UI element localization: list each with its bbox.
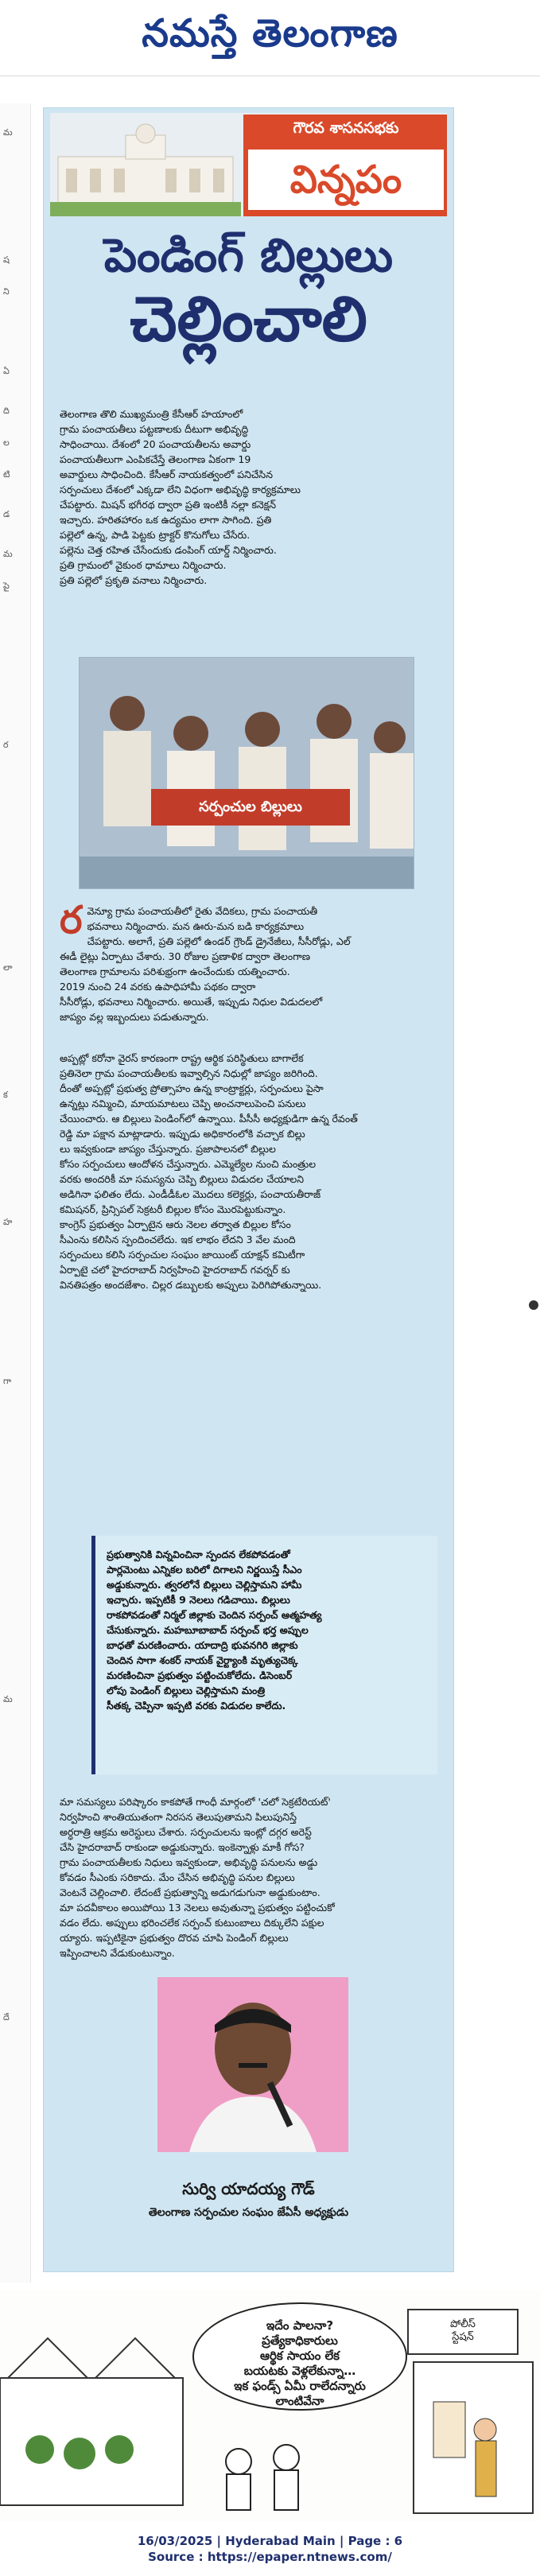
text-line: దీంతో అప్పట్లో ప్రభుత్వ ప్రోత్సాహం ఉన్న కాంట్రాక్టర్లు, సర్పంచులు పైసా (60, 1082, 324, 1094)
text-line: సాధించాయి. దేశంలో 20 పంచాయతీలను అవార్డు (60, 438, 251, 450)
text-line: ఉన్నట్లు నమ్మించి, మాయమాటలు చెప్పి అంచనాలుపెంచి పనులు (60, 1098, 306, 1109)
text-line: జాప్యం వల్ల ఇబ్బందులు పడుతున్నారు. (60, 1011, 209, 1023)
protest-illustration (80, 658, 414, 888)
text-line: అప్పట్లో కరోనా వైరస్ కారణంగా రాష్ట్ర ఆర్థిక పరిస్థితులు బాగాలేక (60, 1052, 304, 1064)
masthead (0, 0, 540, 76)
text-line: గ్రామ పంచాయతీలకు నిధులు ఇవ్వకుండా, అభివృద్ధి పనులను అడ్డు (60, 1856, 318, 1868)
text-line: కమిషనర్, ప్రిన్సిపల్ సెక్రటరీ బిల్లుల కోసం మొరపెట్టుకున్నాం. (60, 1203, 286, 1215)
drop-cap: ర (60, 898, 83, 942)
left-fragment: ది (3, 406, 10, 416)
text-line: అవార్డులు సాధించింది. కేసీఆర్ నాయకత్వంలో పనిచేసిన (60, 468, 273, 480)
author-portrait (157, 1977, 348, 2152)
text-line: సీఎంను కలిసిన స్పందించలేదు. ఇక లాభం లేదని 3 వేల మంది (60, 1234, 296, 1245)
appeal-badge (243, 115, 447, 216)
left-fragment: మ (3, 1694, 13, 1704)
adjacent-column-left (0, 103, 31, 2283)
text-line: సీసీరోడ్లు, భవనాలు నిర్మించారు. అయితే, ఇప్పుడు నిధుల విడుదలలో (60, 996, 323, 1008)
bubble-line: ఇక ఫండ్స్ ఏమీ రాలేదన్నారు (234, 2379, 366, 2393)
text-line: అర్ధరాత్రి ఆక్రమ అరెస్టులు చేశారు. సర్పంచులను ఇంట్లో దగ్గర అరెస్ట్ (60, 1826, 312, 1838)
text-line: ఏర్పాటై చలో హైదరాబాద్ నిర్వహించి హైదరాబాద్ గవర్నర్ కు (60, 1264, 290, 1276)
text-line: సర్పంచులు కలిసి సర్పంచుల సంఘం జాయింట్ యాక్షన్ కమిటీగా (60, 1249, 305, 1261)
headline-line-2: చెల్లించాలి (130, 284, 367, 356)
badge-kicker: గౌరవ శాసనసభకు (293, 119, 399, 137)
headline (44, 227, 453, 356)
quote-text (107, 1547, 425, 1713)
left-fragment: పై (3, 581, 10, 591)
bubble-line: ఆర్థిక సాయం లేక (260, 2349, 340, 2363)
text-line: 2019 నుంచి 24 వరకు ఉపాధిహామీ పథకం ద్వారా (60, 981, 256, 993)
text-line: ప్రభుత్వానికి విన్నవించినా స్పందన లేకపోవడంతో (107, 1548, 290, 1560)
footer-source-link[interactable]: Source : https://epaper.ntnews.com/ (148, 2550, 392, 2564)
cartoon-speech-bubble (192, 2302, 407, 2411)
protest-banner: సర్పంచుల బిల్లులు (151, 789, 350, 826)
paragraph-2 (60, 898, 437, 1024)
text-line: నిర్వహించి శాంతియుతంగా నిరసన తెలుపుతామని పిలుపునిస్తే (60, 1811, 297, 1823)
paragraph-4 (60, 1794, 437, 1960)
text-line: వెంటనే చెల్లించాలి. లేదంటే ప్రభుత్వాన్ని అడుగడుగునా అడ్డుకుంటాం. (60, 1886, 321, 1898)
text-line: వడం లేదు. అప్పులు భరించలేక సర్పంచ్ కుటుంబాలు దిక్కులేని పక్షుల (60, 1917, 324, 1929)
text-line: ఇచ్చారు. హరితహారం ఒక ఉద్యమం లాగా సాగింది. ప్రతి (60, 514, 272, 526)
text-line: చెందిన సాగా శంకర్ నాయక్ వైర్ట్యాంకి మృత్యుచెక్క (107, 1654, 298, 1666)
page-marker-dot (529, 1300, 538, 1310)
headline-line-1: పెండింగ్ బిల్లులు (103, 228, 394, 282)
text-line: చేసుకున్నారు. మహబూబాబాద్ సర్పంచ్ భర్త అప్పుల (107, 1624, 309, 1636)
text-line: లోపు పెండింగ్ బిల్లులు చెల్లిస్తామని మంత్రి (107, 1684, 266, 1696)
author-name: సుర్వి యాదయ్య గౌడ్ (182, 2179, 315, 2198)
bubble-line: లాంటివేనా (275, 2394, 324, 2408)
left-fragment: ష (3, 254, 10, 265)
sign-line: పోలీస్ (450, 2318, 476, 2330)
bubble-line: ప్రత్యేకాధికారులు (262, 2333, 338, 2348)
newspaper-name: నమస్తే తెలంగాణ (142, 11, 398, 56)
text-line: బాధతో మరణించారు. యాదాద్రి భువనగిరి జిల్లాకు (107, 1639, 298, 1651)
left-fragment: ల (3, 437, 10, 448)
intro-paragraph (60, 406, 437, 588)
text-line: భవనాలు నిర్మించారు. మన ఊరు-మన బడి కార్యక్రమాలు (87, 920, 305, 932)
protest-photo (79, 657, 414, 889)
paragraph-3 (60, 1051, 437, 1292)
page-footer (0, 2525, 540, 2576)
text-line: తెలంగాణ గ్రామాలను పరిశుభ్రంగా ఉంచేందుకు యత్నించారు. (60, 966, 290, 977)
left-fragment: మ (3, 549, 13, 559)
footer-edition: 16/03/2025 | Hyderabad Main | Page : 6 (137, 2534, 403, 2548)
text-line: య్యారు. ఇప్పటికైనా ప్రభుత్వం దొరవ చూపి పెండింగ్ బిల్లులు (60, 1932, 289, 1944)
text-line: అడ్డుకున్నారు. త్వరలోనే బిల్లులు చెల్లిస్తామని హామీ (107, 1579, 302, 1591)
author-title: తెలంగాణ సర్పంచుల సంఘం జేఏసీ అధ్యక్షుడు (148, 2206, 349, 2219)
badge-title: విన్నపం (248, 150, 444, 210)
police-station-sign (407, 2309, 519, 2355)
left-fragment: క (3, 1090, 8, 1100)
left-fragment: టి (3, 469, 10, 480)
text-line: వెన్యూ గ్రామ పంచాయతీలో రైతు వేదికలు, గ్రామ పంచాయతీ (87, 905, 318, 917)
text-line: మా పదవీకాలం అయిపోయి 13 నెలలు అవుతున్నా ప్రభుత్వం పట్టించుకో (60, 1902, 335, 1914)
text-line: కోవడం సీఎంకు సరికాదు. మేం చేసిన అభివృద్ధి పనుల బిల్లులు (60, 1871, 295, 1883)
person-photo (157, 1977, 348, 2152)
text-line: రెడ్డి మా పక్షాన మాట్లాడారు. ఇప్పుడు అధికారంలోకి వచ్చాక బిల్లు (60, 1128, 305, 1140)
text-line: ఇప్పించాలని వేడుకుంటున్నాం. (60, 1947, 175, 1959)
text-line: లు ఇవ్వకుండా జాప్యం చేస్తున్నారు. ప్రజాపాలనలో బిల్లుల (60, 1143, 276, 1155)
assembly-hero-image (50, 113, 447, 216)
left-fragment: డ (3, 509, 10, 519)
text-line: ప్రతి పల్లెలో ప్రకృతి వనాలు నిర్మించారు. (60, 574, 208, 586)
text-line: పంచాయతీలుగా ఎంపికచేస్తే తెలంగాణ ఏకంగా 19 (60, 453, 251, 465)
text-line: మా సమస్యలు పరిష్కారం కాకపోతే గాంధీ మార్గంలో 'చలో సెక్రటేరియట్' (60, 1796, 331, 1808)
bubble-line: బయటకు వెళ్లలేకున్నా… (243, 2364, 356, 2378)
text-line: చేయించారు. ఆ బిల్లులు పెండింగ్‌లో ఉన్నాయి. పీసీసీ అధ్యక్షుడిగా ఉన్న రేవంత్ (60, 1113, 358, 1125)
text-line: పల్లెను చెత్త రహిత చేసేందుకు డంపింగ్ యార్డ్ నిర్మించారు. (60, 544, 277, 556)
quote-box (91, 1536, 437, 1774)
text-line: తెలంగాణ తొలి ముఖ్యమంత్రి కేసీఆర్ హయాంలో (60, 408, 243, 420)
left-fragment: హ (3, 1217, 13, 1227)
text-line: సీతక్క చెప్పినా ఇప్పటి వరకు విడుదల కాలేదు. (107, 1700, 286, 1712)
left-fragment: ఏ (3, 366, 10, 376)
left-fragment: మ (3, 127, 13, 138)
text-line: ప్రతినెలా గ్రామ పంచాయతీలకు ఇవ్వాల్సిన నిధుల్లో జాప్యం జరిగింది. (60, 1067, 318, 1079)
text-line: మరణించినా ప్రభుత్వం పట్టించుకోలేదు. డిసెంబర్ (107, 1669, 293, 1681)
text-line: ప్రతి గ్రామంలో వైకుంఠ ధామాలు నిర్మించారు. (60, 559, 227, 571)
text-line: చేపట్టారు. అలాగే, ప్రతి పల్లెలో ఉండర్ గ్రౌండ్ డ్రైనేజీలు, సీసీరోడ్లు, ఎల్ (87, 935, 351, 947)
text-line: సర్పంచులు దేశంలో ఎక్కడా లేని విధంగా అభివృద్ధి కార్యక్రమాలు (60, 484, 301, 495)
text-line: వినతిపత్రం అందజేశాం. చిల్లర డబ్బులకు అప్పులు పెరిగిపోతున్నాయి. (60, 1279, 322, 1291)
text-line: చేసి హైదరాబాద్ రాకుండా అడ్డుకున్నారు. ఇంకెన్నాళ్లు మాకీ గోస? (60, 1841, 305, 1853)
left-fragment: లా (3, 962, 13, 973)
text-line: పార్లమెంటు ఎన్నికల బరిలో దిగాలని నిర్ణయిస్తే సీఎం (107, 1564, 302, 1576)
text-line: ఇచ్చారు. ఇప్పటికీ 9 నెలలు గడిచాయి. బిల్లులు (107, 1594, 290, 1606)
text-line: పల్లెలో ఉన్న, పాడి పెట్టకు ట్రాక్టర్ కొనుగోలు చేసేరు. (60, 529, 251, 541)
text-line: గ్రామ పంచాయతీలు పట్టణాలకు దీటుగా అభివృద్ధి (60, 423, 249, 435)
bubble-line: ఇదేం పాలనా? (266, 2318, 334, 2333)
text-line: కాంగ్రెస్ ప్రభుత్వం ఏర్పాటైన ఆరు నెలల తర్వాత బిల్లుల కోసం (60, 1218, 291, 1230)
text-line: చేపట్టారు. మిషన్ భగీరథ ద్వారా ప్రతి ఇంటికీ నల్లా కనెక్షన్ (60, 499, 277, 511)
text-line: కోసం సర్పంచులు ఆందోళన చేస్తున్నారు. ఎమ్మెల్యేల నుంచి మంత్రుల (60, 1158, 317, 1170)
text-line: అడిగినా ఫలితం లేదు. ఎండీడీఓల మొదలు కలెక్టర్లు, పంచాయతీరాజ్ (60, 1188, 321, 1200)
left-fragment: ర (3, 740, 9, 750)
sign-line: స్టేషన్ (452, 2331, 474, 2343)
left-fragment: దే (3, 2012, 10, 2022)
text-line: ఈడీ లైట్లు ఏర్పాటు చేశారు. 30 రోజుల ప్రణాళిక ద్వారా తెలంగాణ (60, 950, 311, 962)
left-fragment: ని (3, 286, 10, 297)
left-fragment: గా (3, 1376, 12, 1386)
text-line: రాకపోవడంతో నిర్మల్ జిల్లాకు చెందిన సర్పంచ్ ఆత్మహత్య (107, 1609, 322, 1621)
text-line: వరకు అందరికీ మా సమస్యను చెప్పి బిల్లులు విడుదల చేయాలని (60, 1173, 305, 1185)
article-card (43, 107, 454, 2272)
